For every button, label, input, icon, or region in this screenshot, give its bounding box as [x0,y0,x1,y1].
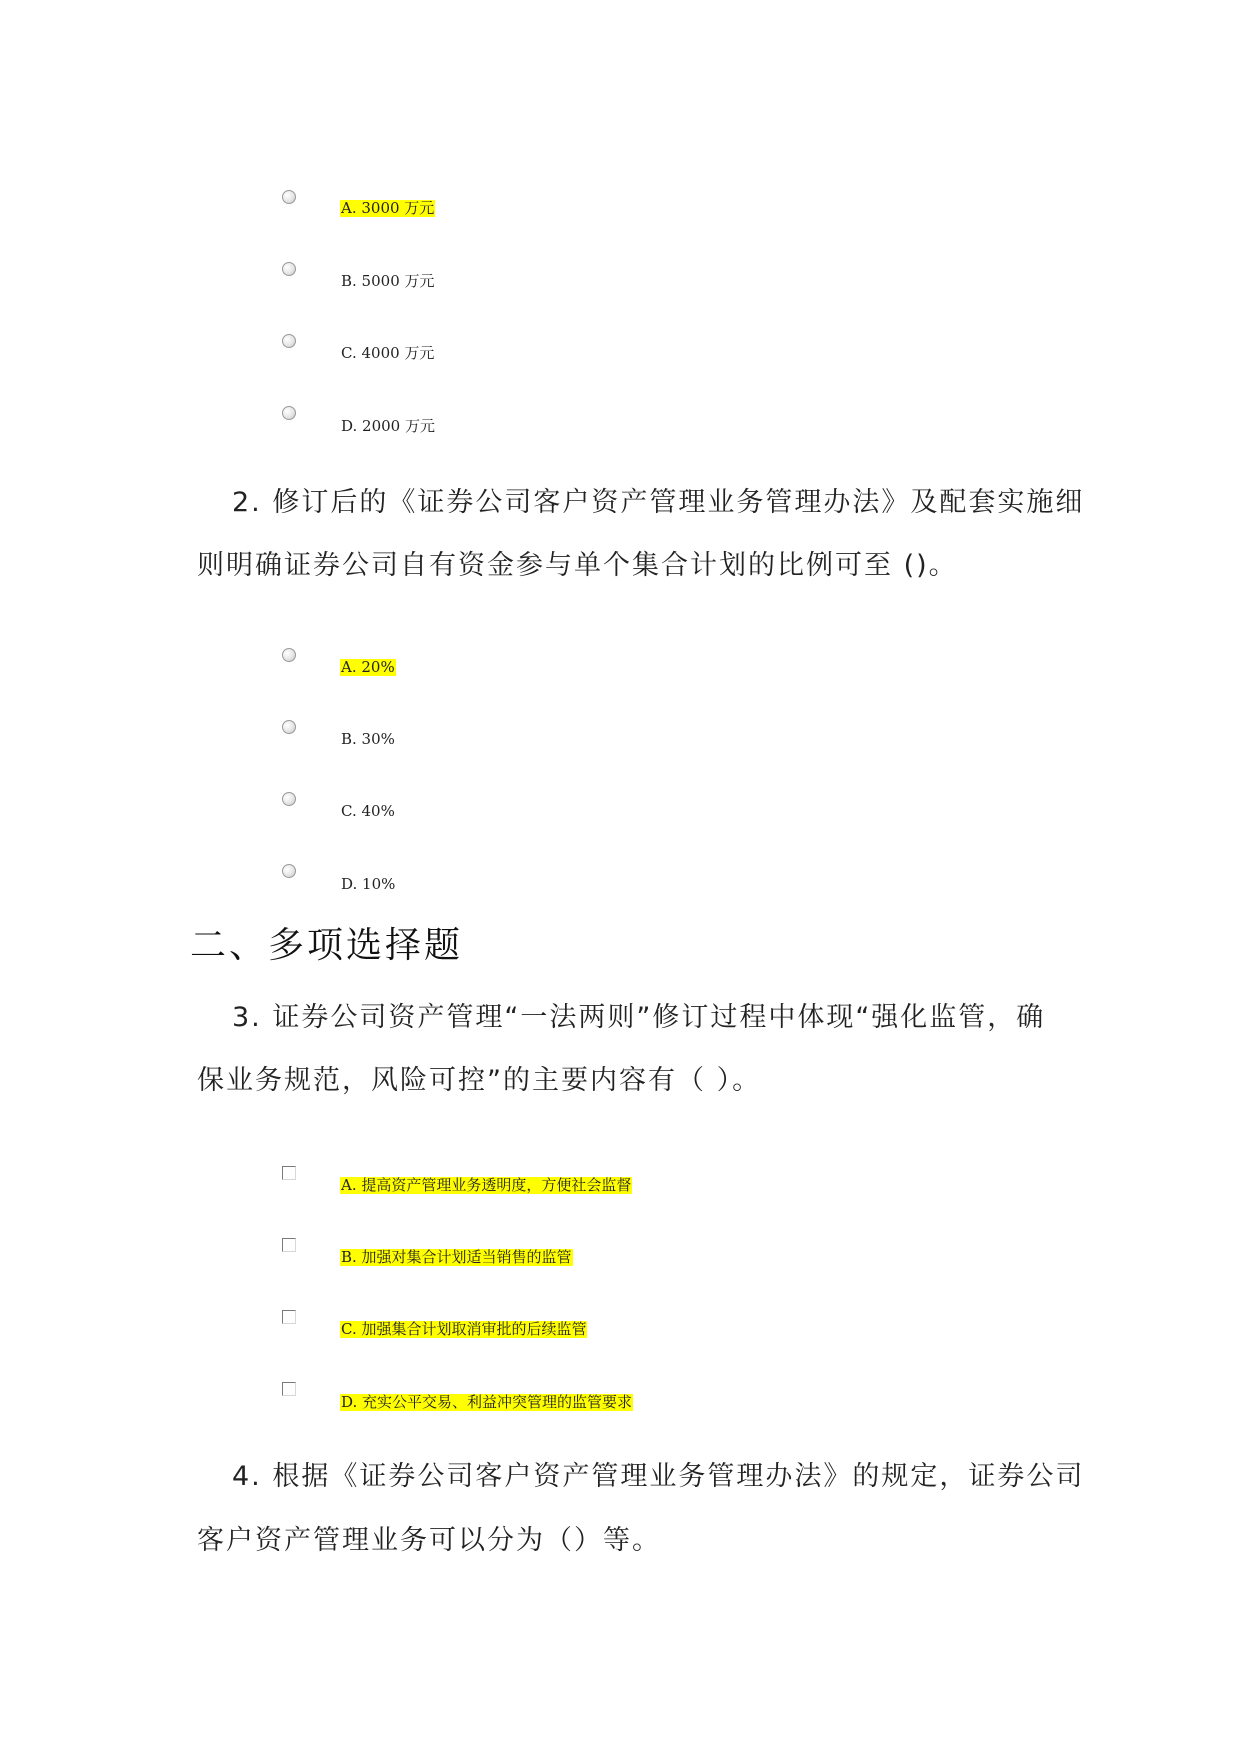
checkbox-icon[interactable] [282,1382,296,1396]
checkbox-icon[interactable] [282,1238,296,1252]
option-label: A. 3000 万元 [341,199,435,217]
option-label: B. 5000 万元 [341,272,435,290]
radio-button-icon[interactable] [282,406,296,420]
radio-button-icon[interactable] [282,864,296,878]
question-3-text-line-1: 3. 证券公司资产管理“一法两则”修订过程中体现“强化监管，确 [232,1002,1046,1033]
checkbox-icon[interactable] [282,1310,296,1324]
radio-button-icon[interactable] [282,190,296,204]
option-label: B. 30% [341,730,395,748]
option-label: C. 加强集合计划取消审批的后续监管 [341,1320,587,1338]
question-3-text-line-2: 保业务规范，风险可控”的主要内容有（ ）。 [197,1065,762,1096]
section-heading: 二、多项选择题 [190,925,464,966]
radio-button-icon[interactable] [282,792,296,806]
option-label: D. 2000 万元 [341,417,435,435]
option-label: B. 加强对集合计划适当销售的监管 [341,1248,572,1266]
question-4-text-line-2: 客户资产管理业务可以分为（）等。 [197,1525,661,1556]
option-label: C. 4000 万元 [341,344,435,362]
option-label: D. 充实公平交易、利益冲突管理的监管要求 [341,1393,633,1411]
radio-button-icon[interactable] [282,334,296,348]
option-label: A. 提高资产管理业务透明度，方便社会监督 [341,1176,632,1194]
radio-button-icon[interactable] [282,720,296,734]
option-label: A. 20% [341,658,395,676]
option-label: C. 40% [341,802,395,820]
radio-button-icon[interactable] [282,262,296,276]
option-label: D. 10% [341,875,396,893]
question-2-text-line-2: 则明确证券公司自有资金参与单个集合计划的比例可至 ()。 [197,550,958,581]
question-4-text-line-1: 4. 根据《证券公司客户资产管理业务管理办法》的规定，证券公司 [232,1461,1085,1492]
question-2-text-line-1: 2. 修订后的《证券公司客户资产管理业务管理办法》及配套实施细 [232,487,1085,518]
checkbox-icon[interactable] [282,1166,296,1180]
radio-button-icon[interactable] [282,648,296,662]
